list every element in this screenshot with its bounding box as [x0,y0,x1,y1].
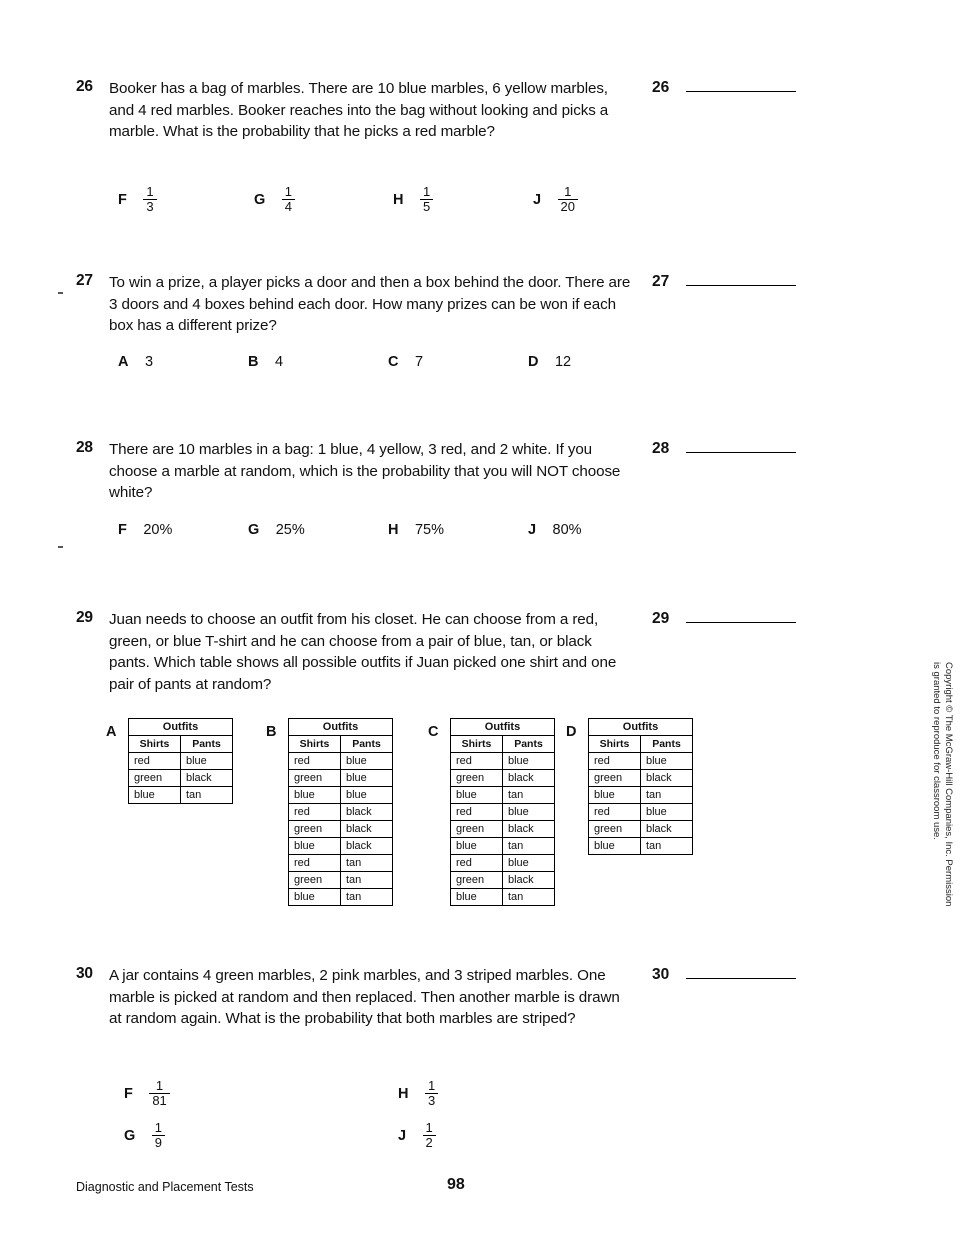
column-header: Shirts [451,736,503,753]
copyright-notice [930,662,954,907]
footer-title: Diagnostic and Placement Tests [76,1180,254,1194]
table-row: blue tan [451,838,555,855]
choice-letter: F [118,522,127,538]
copyright-line-1: Copyright © The McGraw-Hill Companies, Inc. Permission [943,662,954,907]
question-26 [76,78,636,143]
answer-slot-30-line[interactable] [686,965,796,979]
choice-letter: H [398,1086,409,1103]
choice-value: 80% [552,522,582,538]
choice-28-G[interactable] [248,521,305,539]
table-row: green black [289,821,393,838]
table-row: green black [589,770,693,787]
table-row: red blue [451,753,555,770]
choice-value: 20% [143,522,173,538]
choice-30-G[interactable] [124,1122,165,1150]
choice-30-H[interactable] [398,1080,438,1108]
table-row: red blue [451,855,555,872]
question-26-text: Booker has a bag of marbles. There are 10 blue marbles, 6 yellow marbles, and 4 red marbles. Booker reaches into the bag without looking and picks a marble. What is the probability that he picks a red marble? [109,80,609,140]
table-title: Outfits [129,719,233,736]
answer-slot-26[interactable] [652,78,852,97]
choice-letter: B [266,724,277,740]
choice-letter: J [398,1128,407,1145]
question-30-number: 30 [76,965,93,982]
question-28-text: There are 10 marbles in a bag: 1 blue, 4 yellow, 3 red, and 2 white. If you choose a marble at random, which is the probability that you will NOT choose white? [109,441,621,501]
choice-27-A[interactable] [118,353,153,371]
answer-slot-29-line[interactable] [686,609,796,623]
fraction: $\frac{1}{20}$ [558,185,578,213]
table-row: green black [451,770,555,787]
column-header: Shirts [589,736,641,753]
choice-27-C[interactable] [388,353,423,371]
column-header: Pants [181,736,233,753]
question-29 [76,609,636,695]
question-30 [76,965,636,1030]
question-26-number: 26 [76,78,93,95]
answer-slot-29-label: 29 [652,610,670,627]
choice-letter: H [393,192,404,209]
question-28 [76,439,636,504]
choice-letter: G [248,522,260,538]
question-27-text: To win a prize, a player picks a door and then a box behind the door. There are 3 doors and 4 boxes behind each door. How many prizes can be won if each box has a different prize? [109,274,631,334]
question-27-number: 27 [76,272,93,289]
table-title: Outfits [589,719,693,736]
table-row: blue tan [451,889,555,906]
choice-value: 3 [144,354,154,370]
choice-letter: F [124,1086,133,1103]
choice-letter: D [528,354,539,370]
choice-letter: J [533,192,542,209]
choice-28-J[interactable] [528,521,582,539]
table-row: red blue [589,753,693,770]
copyright-line-2: is granted to reproduce for classroom use. [931,662,942,840]
choice-30-F[interactable] [124,1080,170,1108]
answer-slot-26-line[interactable] [686,78,796,92]
page-number: 98 [447,1176,465,1193]
choice-26-F[interactable] [118,186,157,214]
outfit-table-D[interactable] [566,718,693,855]
choice-letter: H [388,522,399,538]
choice-letter: F [118,192,127,209]
fraction: $\frac{1}{81}$ [149,1079,169,1107]
choice-value: 75% [414,522,444,538]
choice-28-H[interactable] [388,521,444,539]
table-row: red black [289,804,393,821]
table-row: red blue [129,753,233,770]
choice-30-J[interactable] [398,1122,436,1150]
column-header: Shirts [129,736,181,753]
table-row: blue tan [129,787,233,804]
column-header: Pants [641,736,693,753]
table-title: Outfits [289,719,393,736]
answer-slot-28-line[interactable] [686,439,796,453]
choice-letter: A [106,724,117,740]
table-row: blue tan [589,838,693,855]
table-row: green black [451,821,555,838]
choice-letter: G [124,1128,136,1145]
answer-slot-30[interactable] [652,965,852,984]
choice-26-G[interactable] [254,186,295,214]
table-row: green tan [289,872,393,889]
fraction: $\frac{1}{3}$ [425,1079,438,1107]
scan-artifact [58,292,63,294]
fraction: $\frac{1}{9}$ [152,1121,165,1149]
choice-letter: C [428,724,439,740]
table-row: green black [451,872,555,889]
fraction: $\frac{1}{3}$ [143,185,156,213]
choice-27-D[interactable] [528,353,571,371]
fraction: $\frac{1}{4}$ [282,185,295,213]
table-row: red tan [289,855,393,872]
table-row: blue blue [289,787,393,804]
choice-letter: A [118,354,129,370]
choice-27-B[interactable] [248,353,283,371]
answer-slot-28[interactable] [652,439,852,458]
fraction: $\frac{1}{5}$ [420,185,433,213]
answer-slot-30-label: 30 [652,966,670,983]
answer-slot-27-label: 27 [652,273,670,290]
table-row: green blue [289,770,393,787]
choice-letter: J [528,522,537,538]
table-row: green black [589,821,693,838]
choice-letter: G [254,192,266,209]
question-30-text: A jar contains 4 green marbles, 2 pink marbles, and 3 striped marbles. One marble is picked at random and then replaced. Then another marble is drawn at random again. What is the probability that both marbles are striped? [109,967,620,1027]
question-27 [76,272,636,337]
choice-value: 25% [275,522,305,538]
answer-slot-26-label: 26 [652,79,670,96]
table-row: red blue [289,753,393,770]
choice-value: 12 [554,354,572,370]
choice-letter: C [388,354,399,370]
column-header: Pants [341,736,393,753]
outfit-table-C[interactable] [428,718,555,906]
question-29-text: Juan needs to choose an outfit from his closet. He can choose from a red, green, or blue T-shirt and he can choose from a pair of blue, tan, or black pants. Which table shows all possible outfits if Juan picked one shirt and one pair of pants at random? [109,611,617,693]
choice-26-J[interactable] [533,186,578,214]
outfit-table-B[interactable] [266,718,393,906]
table-row: blue black [289,838,393,855]
answer-slot-29[interactable] [652,609,852,628]
choice-letter: B [248,354,259,370]
choice-value: 7 [414,354,424,370]
scan-artifact [58,546,63,548]
choice-letter: D [566,724,577,740]
table-title: Outfits [451,719,555,736]
choice-28-F[interactable] [118,521,172,539]
choice-value: 4 [274,354,284,370]
table-row: blue tan [589,787,693,804]
table-row: green black [129,770,233,787]
answer-slot-27[interactable] [652,272,852,291]
choice-26-H[interactable] [393,186,433,214]
question-28-number: 28 [76,439,93,456]
table-row: red blue [589,804,693,821]
column-header: Shirts [289,736,341,753]
answer-slot-27-line[interactable] [686,272,796,286]
fraction: $\frac{1}{2}$ [423,1121,436,1149]
table-row: blue tan [451,787,555,804]
column-header: Pants [503,736,555,753]
question-29-number: 29 [76,609,93,626]
answer-slot-28-label: 28 [652,440,670,457]
table-row: blue tan [289,889,393,906]
outfit-table-A[interactable] [106,718,233,804]
table-row: red blue [451,804,555,821]
